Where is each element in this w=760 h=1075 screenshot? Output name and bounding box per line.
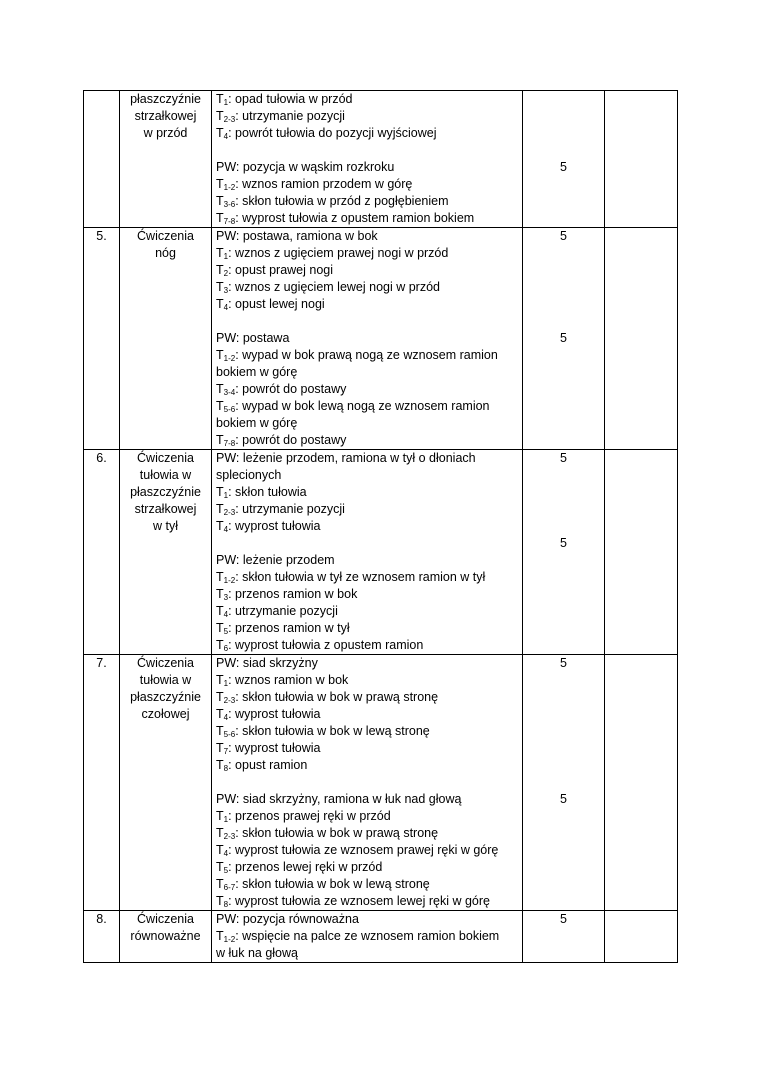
description-text: : przenos ramion w tył	[228, 621, 350, 635]
tempo-subscript: 4	[223, 713, 229, 722]
tempo-label: T	[216, 826, 224, 840]
description-text: : wypad w bok lewą nogą ze wznosem ramion	[235, 399, 490, 413]
description-text: PW: siad skrzyżny, ramiona w łuk nad głową	[216, 792, 462, 806]
description-line	[216, 928, 518, 945]
description-text: : skłon tułowia	[228, 485, 307, 499]
tempo-label: T	[216, 194, 224, 208]
repetitions-cell	[523, 228, 605, 450]
description-text: : opad tułowia w przód	[228, 92, 353, 106]
description-text: PW: leżenie przodem, ramiona w tył o dłoniach	[216, 451, 476, 465]
tempo-label: T	[216, 177, 224, 191]
exercise-description	[212, 911, 523, 963]
description-line	[216, 245, 518, 262]
description-line	[216, 757, 518, 774]
notes-cell	[605, 450, 678, 655]
description-text: : utrzymanie pozycji	[235, 109, 345, 123]
repetitions-count: 5	[560, 792, 567, 806]
description-line	[216, 620, 518, 637]
tempo-label: T	[216, 519, 224, 533]
description-line	[216, 893, 518, 910]
table-row	[84, 911, 678, 963]
tempo-subscript: 8	[223, 900, 229, 909]
description-text: : przenos prawej ręki w przód	[228, 809, 391, 823]
tempo-label: T	[216, 246, 224, 260]
description-line	[216, 364, 518, 381]
tempo-subscript: 1-2	[223, 576, 236, 585]
tempo-label: T	[216, 741, 224, 755]
description-text: : skłon tułowia w bok w lewą stronę	[235, 724, 430, 738]
description-line	[216, 706, 518, 723]
exercise-name-line: Ćwiczenia	[137, 912, 194, 926]
tempo-subscript: 1	[223, 679, 229, 688]
tempo-label: T	[216, 929, 224, 943]
tempo-subscript: 6-7	[223, 883, 236, 892]
description-text: : wypad w bok prawą nogą ze wznosem ramion	[235, 348, 498, 362]
exercise-name-line: płaszczyźnie	[130, 92, 201, 106]
tempo-label: T	[216, 570, 224, 584]
tempo-label: T	[216, 724, 224, 738]
exercise-name	[120, 655, 212, 911]
row-number: 5.	[84, 228, 120, 450]
tempo-label: T	[216, 211, 224, 225]
exercise-name-line: równoważne	[130, 929, 201, 943]
tempo-subscript: 2-3	[223, 832, 236, 841]
tempo-label: T	[216, 280, 224, 294]
exercise-name-line: Ćwiczenia	[137, 656, 194, 670]
description-line	[216, 432, 518, 449]
tempo-subscript: 1	[223, 491, 229, 500]
description-line	[216, 347, 518, 364]
exercise-name-line: w przód	[143, 126, 188, 140]
exercise-name-line: w tył	[153, 519, 178, 533]
tempo-subscript: 3	[223, 286, 229, 295]
description-text: : wyprost tułowia	[228, 519, 321, 533]
tempo-subscript: 7-8	[223, 439, 236, 448]
description-text: : opust prawej nogi	[228, 263, 334, 277]
tempo-subscript: 3-6	[223, 200, 236, 209]
tempo-subscript: 6	[223, 644, 229, 653]
description-text: PW: leżenie przodem	[216, 553, 335, 567]
description-text: PW: postawa, ramiona w bok	[216, 229, 378, 243]
exercise-name-line: Ćwiczenia	[137, 229, 194, 243]
description-text: w łuk na głową	[216, 946, 298, 960]
repetitions-cell	[523, 450, 605, 655]
description-text: : powrót tułowia do pozycji wyjściowej	[228, 126, 437, 140]
description-line	[216, 825, 518, 842]
description-line	[216, 159, 518, 176]
exercise-name	[120, 450, 212, 655]
description-text: bokiem w górę	[216, 365, 298, 379]
repetitions-count: 5	[560, 912, 567, 926]
description-line	[216, 655, 518, 672]
description-line	[216, 603, 518, 620]
description-text: : przenos ramion w bok	[228, 587, 358, 601]
description-text: : powrót do postawy	[235, 382, 347, 396]
description-line	[216, 689, 518, 706]
description-line	[216, 552, 518, 569]
tempo-label: T	[216, 758, 224, 772]
tempo-label: T	[216, 894, 224, 908]
tempo-label: T	[216, 690, 224, 704]
tempo-subscript: 4	[223, 132, 229, 141]
description-line	[216, 569, 518, 586]
repetitions-count: 5	[560, 331, 567, 345]
description-text: : wyprost tułowia z opustem ramion	[228, 638, 424, 652]
exercise-description	[212, 91, 523, 228]
description-line	[216, 108, 518, 125]
exercise-name	[120, 911, 212, 963]
description-line	[216, 91, 518, 108]
repetitions-cell	[523, 655, 605, 911]
description-line	[216, 210, 518, 227]
description-line	[216, 586, 518, 603]
description-text: : wspięcie na palce ze wznosem ramion bokiem	[235, 929, 500, 943]
repetitions-cell	[523, 911, 605, 963]
description-text: : wyprost tułowia ze wznosem lewej ręki w górę	[228, 894, 490, 908]
table-row	[84, 91, 678, 228]
tempo-subscript: 8	[223, 764, 229, 773]
exercise-name	[120, 91, 212, 228]
tempo-subscript: 7	[223, 747, 229, 756]
tempo-label: T	[216, 126, 224, 140]
notes-cell	[605, 228, 678, 450]
description-text: splecionych	[216, 468, 282, 482]
exercise-name-line: Ćwiczenia	[137, 451, 194, 465]
table-row	[84, 450, 678, 655]
description-line	[216, 911, 518, 928]
description-text: PW: pozycja w wąskim rozkroku	[216, 160, 395, 174]
tempo-subscript: 1-2	[223, 935, 236, 944]
notes-cell	[605, 91, 678, 228]
description-line	[216, 398, 518, 415]
tempo-subscript: 1	[223, 252, 229, 261]
tempo-subscript: 5	[223, 866, 229, 875]
tempo-label: T	[216, 638, 224, 652]
tempo-label: T	[216, 843, 224, 857]
description-line	[216, 842, 518, 859]
tempo-label: T	[216, 348, 224, 362]
tempo-subscript: 2-3	[223, 508, 236, 517]
table-row	[84, 228, 678, 450]
tempo-subscript: 4	[223, 303, 229, 312]
description-text: : wyprost tułowia z opustem ramion bokiem	[235, 211, 475, 225]
tempo-subscript: 2-3	[223, 696, 236, 705]
description-text: : wznos ramion przodem w górę	[235, 177, 413, 191]
description-line	[216, 501, 518, 518]
description-text: : skłon tułowia w bok w prawą stronę	[235, 826, 439, 840]
notes-cell	[605, 911, 678, 963]
exercise-name-line: nóg	[155, 246, 176, 260]
description-text: : wyprost tułowia ze wznosem prawej ręki w górę	[228, 843, 499, 857]
description-text: : skłon tułowia w bok w lewą stronę	[235, 877, 430, 891]
description-text: : skłon tułowia w przód z pogłębieniem	[235, 194, 449, 208]
description-line	[216, 637, 518, 654]
exercise-name-line: tułowia w	[139, 673, 192, 687]
tempo-subscript: 1	[223, 98, 229, 107]
description-line	[216, 125, 518, 142]
description-text: : wyprost tułowia	[228, 707, 321, 721]
row-number: 8.	[84, 911, 120, 963]
notes-cell	[605, 655, 678, 911]
exercise-name-line: strzałkowej	[134, 502, 197, 516]
tempo-label: T	[216, 707, 224, 721]
description-text: : utrzymanie pozycji	[235, 502, 345, 516]
tempo-label: T	[216, 502, 224, 516]
description-line	[216, 518, 518, 535]
description-line	[216, 740, 518, 757]
description-text: : powrót do postawy	[235, 433, 347, 447]
description-line	[216, 193, 518, 210]
exercise-table	[83, 90, 678, 963]
description-line	[216, 467, 518, 484]
tempo-subscript: 4	[223, 849, 229, 858]
tempo-label: T	[216, 604, 224, 618]
tempo-subscript: 1-2	[223, 354, 236, 363]
description-text: : skłon tułowia w tył ze wznosem ramion w tył	[235, 570, 486, 584]
repetitions-count: 5	[560, 451, 567, 465]
tempo-label: T	[216, 109, 224, 123]
description-line	[216, 723, 518, 740]
exercise-name-line: tułowia w	[139, 468, 192, 482]
repetitions-count: 5	[560, 536, 567, 550]
tempo-subscript: 4	[223, 525, 229, 534]
exercise-table-body	[84, 91, 678, 963]
repetitions-count: 5	[560, 656, 567, 670]
exercise-name-line: czołowej	[141, 707, 190, 721]
exercise-name-line: płaszczyźnie	[130, 485, 201, 499]
description-text: bokiem w górę	[216, 416, 298, 430]
description-text: : opust lewej nogi	[228, 297, 325, 311]
description-line	[216, 415, 518, 432]
exercise-description	[212, 450, 523, 655]
description-line	[216, 876, 518, 893]
tempo-subscript: 5-6	[223, 405, 236, 414]
exercise-name-line: strzałkowej	[134, 109, 197, 123]
exercise-description	[212, 228, 523, 450]
row-number: 7.	[84, 655, 120, 911]
description-line	[216, 262, 518, 279]
tempo-subscript: 3	[223, 593, 229, 602]
description-line	[216, 228, 518, 245]
description-line	[216, 791, 518, 808]
description-text: : przenos lewej ręki w przód	[228, 860, 383, 874]
exercise-name	[120, 228, 212, 450]
tempo-subscript: 2-3	[223, 115, 236, 124]
description-text: PW: pozycja równoważna	[216, 912, 359, 926]
tempo-label: T	[216, 621, 224, 635]
row-number: 6.	[84, 450, 120, 655]
description-text: : wyprost tułowia	[228, 741, 321, 755]
description-line	[216, 450, 518, 467]
tempo-subscript: 5-6	[223, 730, 236, 739]
tempo-subscript: 2	[223, 269, 229, 278]
description-line	[216, 381, 518, 398]
tempo-label: T	[216, 92, 224, 106]
tempo-label: T	[216, 587, 224, 601]
tempo-subscript: 1	[223, 815, 229, 824]
description-text: : utrzymanie pozycji	[228, 604, 338, 618]
description-text: : wznos z ugięciem prawej nogi w przód	[228, 246, 449, 260]
description-text: : wznos ramion w bok	[228, 673, 349, 687]
repetitions-count: 5	[560, 229, 567, 243]
tempo-label: T	[216, 382, 224, 396]
description-line	[216, 279, 518, 296]
description-text: PW: postawa	[216, 331, 290, 345]
tempo-label: T	[216, 399, 224, 413]
tempo-subscript: 3-4	[223, 388, 236, 397]
description-line	[216, 484, 518, 501]
repetitions-count: 5	[560, 160, 567, 174]
tempo-label: T	[216, 860, 224, 874]
description-text: PW: siad skrzyżny	[216, 656, 318, 670]
table-row	[84, 655, 678, 911]
description-line	[216, 945, 518, 962]
exercise-name-line: płaszczyźnie	[130, 690, 201, 704]
description-text: : wznos z ugięciem lewej nogi w przód	[228, 280, 440, 294]
tempo-label: T	[216, 263, 224, 277]
tempo-label: T	[216, 433, 224, 447]
tempo-subscript: 1-2	[223, 183, 236, 192]
tempo-label: T	[216, 297, 224, 311]
description-text: : skłon tułowia w bok w prawą stronę	[235, 690, 439, 704]
tempo-label: T	[216, 485, 224, 499]
tempo-subscript: 4	[223, 610, 229, 619]
description-line	[216, 176, 518, 193]
description-line	[216, 296, 518, 313]
description-line	[216, 808, 518, 825]
tempo-label: T	[216, 809, 224, 823]
tempo-label: T	[216, 673, 224, 687]
row-number	[84, 91, 120, 228]
tempo-subscript: 5	[223, 627, 229, 636]
description-text: : opust ramion	[228, 758, 308, 772]
tempo-label: T	[216, 877, 224, 891]
description-line	[216, 672, 518, 689]
description-line	[216, 859, 518, 876]
tempo-subscript: 7-8	[223, 217, 236, 226]
repetitions-cell	[523, 91, 605, 228]
exercise-description	[212, 655, 523, 911]
description-line	[216, 330, 518, 347]
